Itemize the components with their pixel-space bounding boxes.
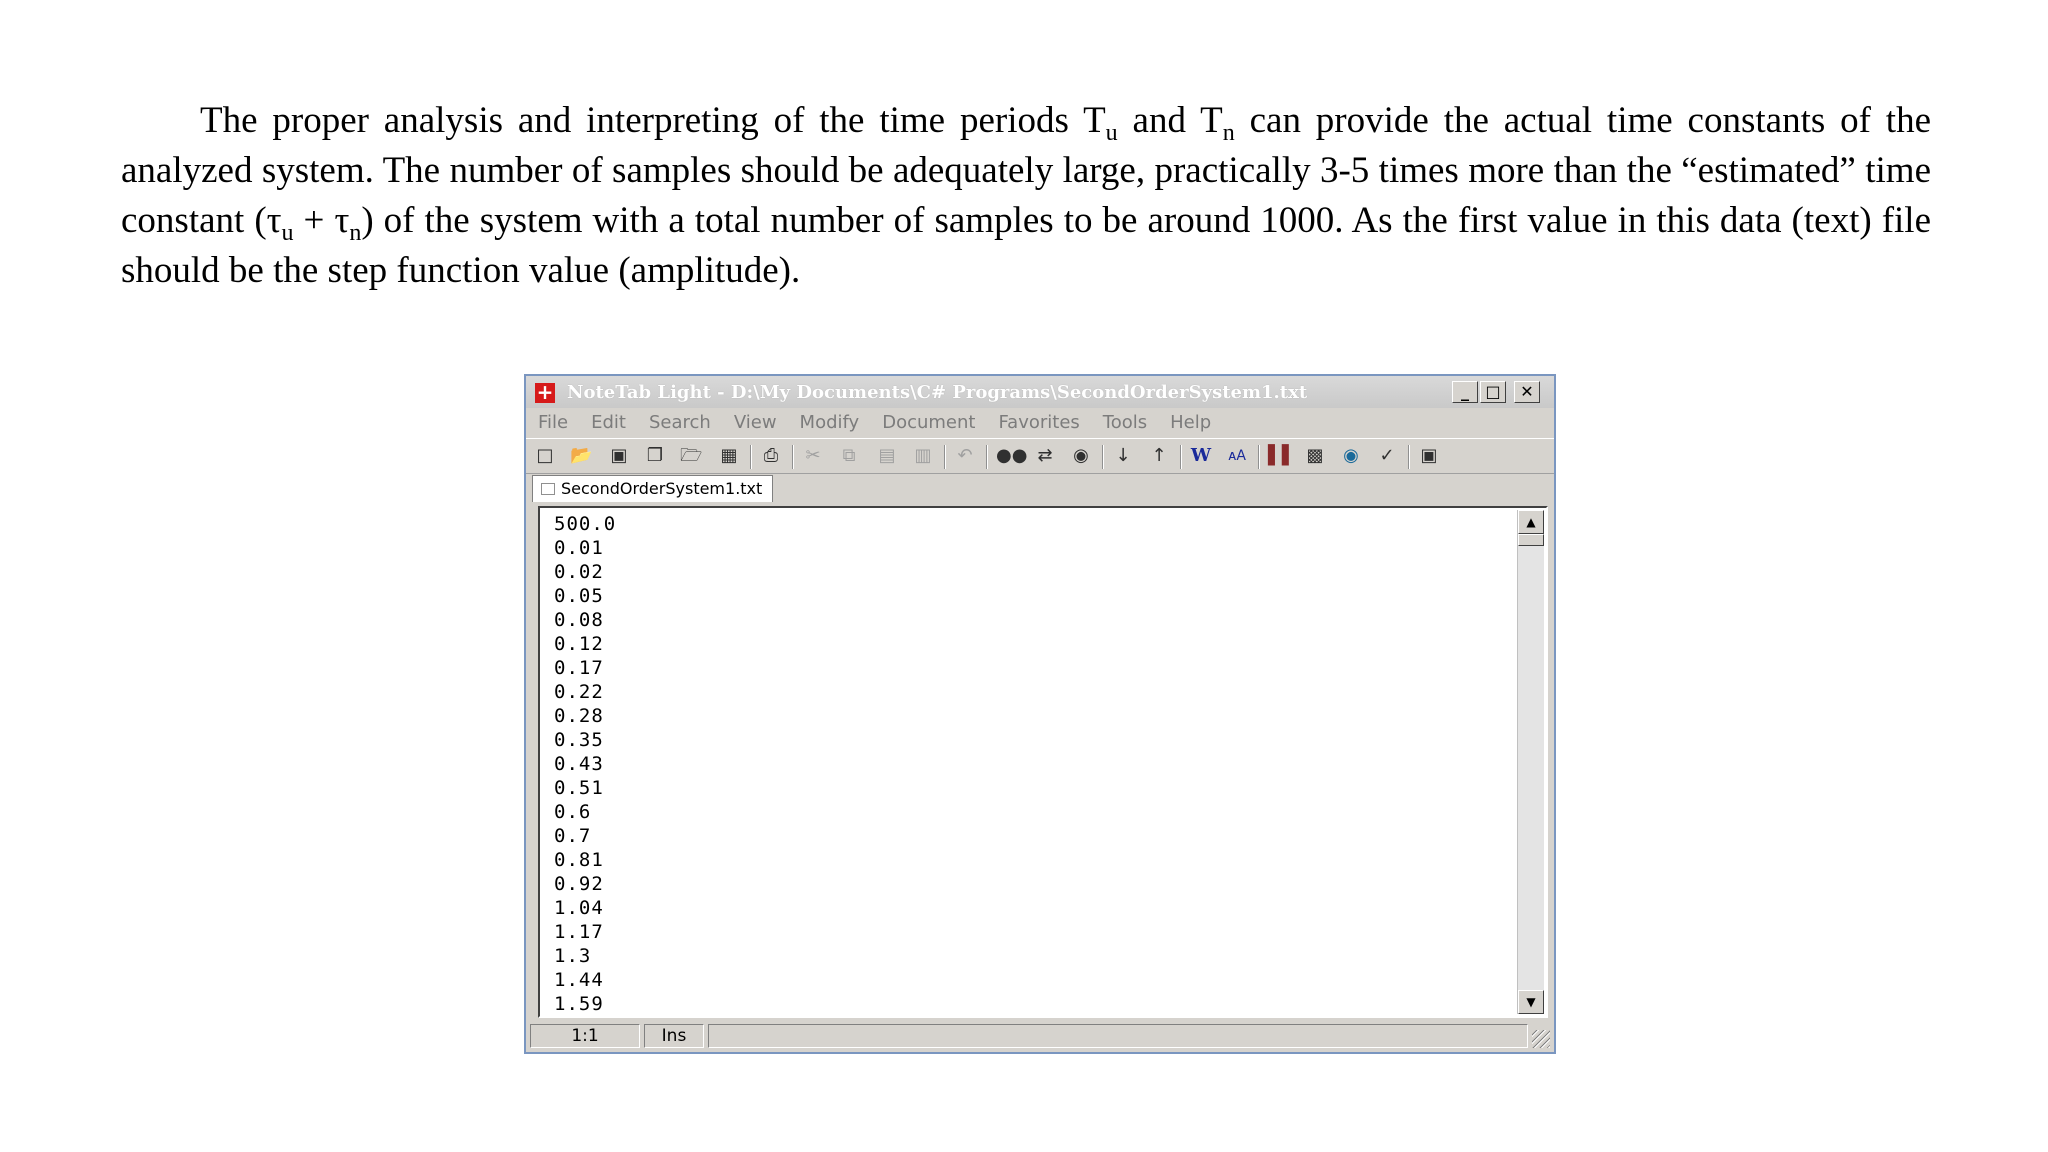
menu-view[interactable]: View [733, 412, 777, 433]
cursor-position: 1:1 [530, 1024, 640, 1048]
browser-preview-icon[interactable]: ◉ [1343, 445, 1359, 466]
menu-file[interactable]: File [538, 412, 569, 433]
menu-bar [526, 408, 1554, 438]
subscript-tau-n: n [349, 220, 362, 246]
menu-help[interactable]: Help [1170, 412, 1212, 433]
undo-icon[interactable]: ↶ [957, 445, 973, 466]
minimize-button[interactable]: _ [1452, 381, 1478, 403]
save-icon[interactable]: ▣ [610, 445, 628, 466]
toolbar [526, 438, 1554, 474]
menu-document[interactable]: Document [882, 412, 976, 433]
new-file-icon[interactable]: □ [536, 445, 554, 466]
para-text-3: can provide the actual time constants of the analyzed system. The number of samples should be adequately large, practically 3-5 times more than the “estimated” time constant (τ [121, 100, 1931, 241]
text-line: 500.0 [554, 513, 617, 535]
document-tab[interactable] [532, 475, 773, 502]
para-text-4: + τ [293, 200, 350, 241]
text-line: 0.6 [554, 801, 592, 823]
subscript-tau-u: u [281, 220, 294, 246]
description-paragraph [121, 96, 1931, 296]
text-line: 0.12 [554, 633, 604, 655]
spell-check-icon[interactable]: ✓ [1379, 445, 1395, 466]
find-in-files-icon[interactable]: ◉ [1073, 445, 1089, 466]
document-tab-label: SecondOrderSystem1.txt [561, 479, 763, 498]
menu-edit[interactable]: Edit [591, 412, 626, 433]
help-tip-icon[interactable]: ▣ [1420, 445, 1438, 466]
maximize-button[interactable]: □ [1480, 381, 1506, 403]
vertical-scrollbar[interactable] [1517, 510, 1544, 1014]
para-text-2: and T [1117, 100, 1223, 141]
text-line: 0.01 [554, 537, 604, 559]
text-line: 0.35 [554, 729, 604, 751]
title-bar[interactable] [526, 376, 1554, 408]
text-line: 0.22 [554, 681, 604, 703]
text-line: 0.51 [554, 777, 604, 799]
font-size-icon[interactable]: ᴀA [1228, 448, 1246, 464]
insert-mode: Ins [644, 1024, 704, 1048]
document-tab-row [526, 473, 1554, 503]
open-favorite-icon[interactable]: 🗁 [680, 445, 703, 466]
notetab-window [524, 374, 1556, 1054]
window-title: NoteTab Light - D:\My Documents\C# Programs\SecondOrderSystem1.txt [567, 382, 1308, 403]
text-line: 0.81 [554, 849, 604, 871]
word-wrap-icon[interactable]: W [1190, 445, 1212, 466]
text-line: 0.05 [554, 585, 604, 607]
open-folder-icon[interactable]: 📂 [570, 445, 593, 466]
para-text-1: The proper analysis and interpreting of the time periods T [200, 100, 1106, 141]
clipbook-icon[interactable]: ▩ [1306, 445, 1324, 466]
scroll-up-arrow-icon[interactable]: ▲ [1518, 510, 1544, 534]
paste-special-icon[interactable]: ▥ [914, 445, 932, 466]
print-icon[interactable]: ⎙ [763, 445, 779, 466]
close-button[interactable]: ✕ [1514, 381, 1540, 403]
menu-favorites[interactable]: Favorites [998, 412, 1080, 433]
text-line: 1.17 [554, 921, 604, 943]
status-bar [526, 1022, 1554, 1052]
subscript-u: u [1105, 120, 1118, 146]
save-all-icon[interactable]: ❐ [646, 445, 664, 466]
text-line: 0.17 [554, 657, 604, 679]
para-text-5: ) of the system with a total number of samples to be around 1000. As the first value in this data (text) file should be the step function value (amplitude). [121, 200, 1931, 291]
text-line: 0.92 [554, 873, 604, 895]
text-line: 0.7 [554, 825, 592, 847]
text-line: 1.3 [554, 945, 592, 967]
cut-icon[interactable]: ✂ [805, 445, 821, 466]
menu-modify[interactable]: Modify [799, 412, 860, 433]
menu-tools[interactable]: Tools [1102, 412, 1148, 433]
text-line: 0.08 [554, 609, 604, 631]
text-editor[interactable] [538, 506, 1548, 1018]
resize-grip-icon[interactable] [1532, 1030, 1550, 1048]
editor-lines [554, 512, 616, 1016]
text-line: 1.04 [554, 897, 604, 919]
library-books-icon[interactable]: ▌▌ [1268, 445, 1296, 466]
sort-descending-icon[interactable]: ↑ [1151, 445, 1167, 466]
paste-board-icon[interactable]: ▦ [720, 445, 738, 466]
sort-ascending-icon[interactable]: ↓ [1115, 445, 1131, 466]
notetab-plus-icon[interactable]: + [536, 380, 554, 404]
text-line: 0.02 [554, 561, 604, 583]
scroll-down-arrow-icon[interactable]: ▼ [1518, 990, 1544, 1014]
status-message [708, 1024, 1528, 1048]
paste-icon[interactable]: ▤ [878, 445, 896, 466]
text-line: 0.43 [554, 753, 604, 775]
find-binoculars-icon[interactable]: ●● [996, 445, 1028, 466]
document-icon [541, 483, 555, 495]
menu-search[interactable]: Search [648, 412, 711, 433]
text-line: 1.59 [554, 993, 604, 1015]
replace-icon[interactable]: ⇄ [1037, 445, 1053, 466]
text-line: 0.28 [554, 705, 604, 727]
subscript-n: n [1222, 120, 1235, 146]
copy-icon[interactable]: ⧉ [842, 445, 856, 466]
scroll-thumb[interactable] [1518, 534, 1544, 546]
text-line: 1.44 [554, 969, 604, 991]
